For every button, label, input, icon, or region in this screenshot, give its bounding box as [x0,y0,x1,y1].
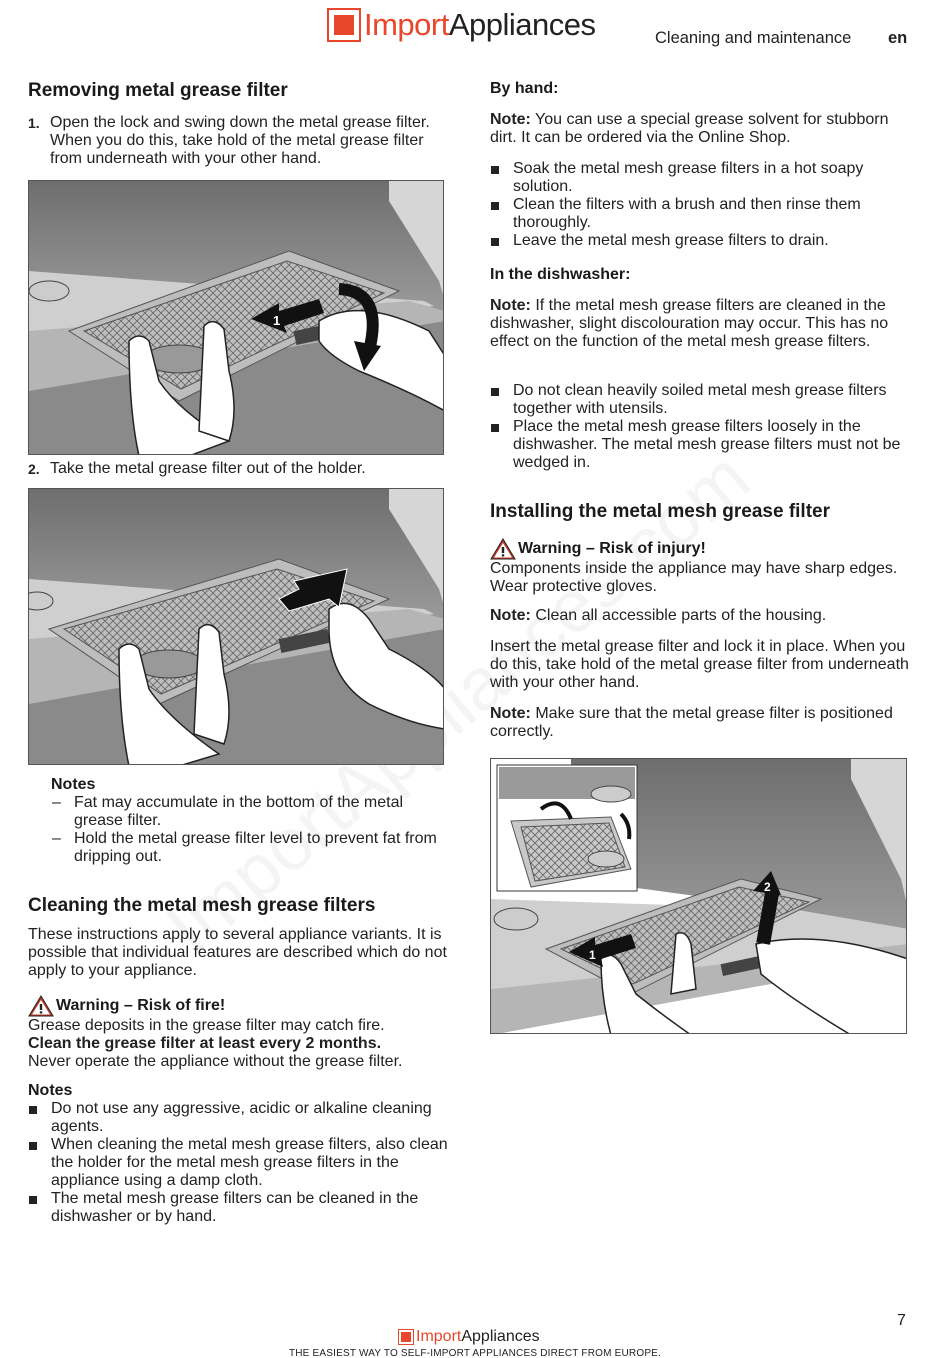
step-number: 2. [28,461,40,477]
callout-2: 2 [764,880,771,894]
injury-warning-text: Components inside the appliance may have sharp edges. Wear protective gloves. [490,560,898,595]
fire-warning-line-3: Never operate the appliance without the grease filter. [28,1053,403,1070]
removing-steps-2 [28,460,448,478]
notes-2-item [28,1100,448,1136]
callout-1: 1 [273,313,281,328]
by-hand-item [490,160,910,196]
step-1 [28,114,448,168]
logo-text-appliances: Appliances [448,7,596,42]
hood-illustration-3 [491,759,907,1034]
logo-text-import: Import [364,7,449,42]
notes-2-item [28,1190,448,1226]
dishwasher-title: In the dishwasher: [490,266,631,283]
figure-remove-filter-unlock [28,180,444,455]
hood-illustration-1 [29,181,444,455]
by-hand-text: Clean the filters with a brush and then rinse them thoroughly. [513,196,861,231]
notes-1-text: Fat may accumulate in the bottom of the metal grease filter. [74,794,404,829]
dishwasher-item [490,418,910,472]
install-note-1-text: Clean all accessible parts of the housing. [530,607,827,624]
dishwasher-note [490,297,910,351]
callout-2: 2 [340,347,348,362]
figure-remove-filter-take-out [28,488,444,765]
hood-illustration-2 [29,489,444,765]
removing-steps-1 [28,114,448,168]
notes-1-list [51,794,441,866]
notes-2-list [28,1100,448,1226]
by-hand-text: Leave the metal mesh grease filters to drain. [513,232,829,249]
notes-2-item [28,1136,448,1190]
cleaning-title: Cleaning the metal mesh grease filters [28,895,376,916]
square-bullet-icon [29,1106,37,1114]
header-logo [327,7,596,43]
callout-1: 1 [589,948,596,962]
notes-block-1 [51,776,441,866]
fire-warning [28,995,448,1071]
notes-2-text: The metal mesh grease filters can be cleaned in the dishwasher or by hand. [51,1190,419,1225]
notes-1-item [51,830,441,866]
install-note-2-text: Make sure that the metal grease filter is positioned correctly. [490,705,893,740]
square-bullet-icon [491,166,499,174]
footer-logo [398,1328,540,1346]
by-hand-item [490,232,910,250]
dishwasher-list [490,382,910,472]
notes-2-text: Do not use any aggressive, acidic or alkaline cleaning agents. [51,1100,432,1135]
notes-1-item [51,794,441,830]
dishwasher-text: Do not clean heavily soiled metal mesh grease filters together with utensils. [513,382,887,417]
logo-square-icon [327,8,361,42]
notes-2-title: Notes [28,1082,73,1099]
by-hand-text: Soak the metal mesh grease filters in a hot soapy solution. [513,160,864,195]
notes-2-text: When cleaning the metal mesh grease filters, also clean the holder for the metal mesh grease filters in the appliance using a damp cloth. [51,1136,448,1189]
step-number: 1. [28,115,40,131]
install-note-1 [490,607,910,625]
by-hand-note [490,111,910,147]
cleaning-intro: These instructions apply to several appliance variants. It is possible that individual features are described which do not apply to your appliance. [28,926,447,979]
by-hand-title: By hand: [490,80,559,97]
square-bullet-icon [491,238,499,246]
square-bullet-icon [491,388,499,396]
footer-logo-import: Import [416,1328,462,1345]
notes-1-title: Notes [51,776,96,793]
by-hand-list [490,160,910,250]
by-hand-note-text: You can use a special grease solvent for stubborn dirt. It can be ordered via the Online Shop. [490,111,889,146]
figure-install-filter [490,758,907,1034]
footer-logo-appliances: Appliances [461,1328,540,1345]
note-label: Note: [490,607,531,624]
by-hand-item [490,196,910,232]
dishwasher-note-text: If the metal mesh grease filters are cleaned in the dishwasher, slight discolouration may occur. This has no effect on the function of the metal mesh grease filters. [490,297,889,350]
footer-tagline: THE EASIEST WAY TO SELF-IMPORT APPLIANCES DIRECT FROM EUROPE. [288,1348,662,1358]
square-bullet-icon [491,202,499,210]
fire-warning-heading [28,995,448,1017]
dash-marker: – [52,794,61,811]
dishwasher-item [490,382,910,418]
fire-warning-line-1: Grease deposits in the grease filter may catch fire. [28,1017,385,1034]
header-section-title: Cleaning and maintenance [655,29,852,47]
fire-warning-line-2: Clean the grease filter at least every 2 months. [28,1035,382,1052]
install-note-2 [490,705,910,741]
injury-warning-title: Warning – Risk of injury! [518,540,706,557]
removing-title: Removing metal grease filter [28,80,288,101]
injury-warning-heading [490,538,910,560]
step-text: Open the lock and swing down the metal grease filter. When you do this, take hold of the metal grease filter from underneath with your other hand. [50,114,430,167]
injury-warning [490,538,910,596]
note-label: Note: [490,111,531,128]
note-label: Note: [490,297,531,314]
notes-block-2 [28,1082,448,1226]
notes-1-text: Hold the metal grease filter level to prevent fat from dripping out. [74,830,437,865]
fire-warning-title: Warning – Risk of fire! [56,997,226,1014]
page-number: 7 [897,1312,906,1329]
step-2 [28,460,448,478]
step-text: Take the metal grease filter out of the holder. [50,460,366,477]
header-language: en [888,29,908,47]
logo-square-icon [398,1329,414,1345]
install-text: Insert the metal grease filter and lock it in place. When you do this, take hold of the metal grease filter from underneath with your other hand. [490,638,909,691]
warning-triangle-icon [490,538,516,560]
note-label: Note: [490,705,531,722]
dash-marker: – [52,830,61,847]
dishwasher-text: Place the metal mesh grease filters loosely in the dishwasher. The metal mesh grease filters must not be wedged in. [513,418,901,471]
square-bullet-icon [29,1196,37,1204]
installing-title: Installing the metal mesh grease filter [490,501,830,522]
warning-triangle-icon [28,995,54,1017]
square-bullet-icon [29,1142,37,1150]
square-bullet-icon [491,424,499,432]
